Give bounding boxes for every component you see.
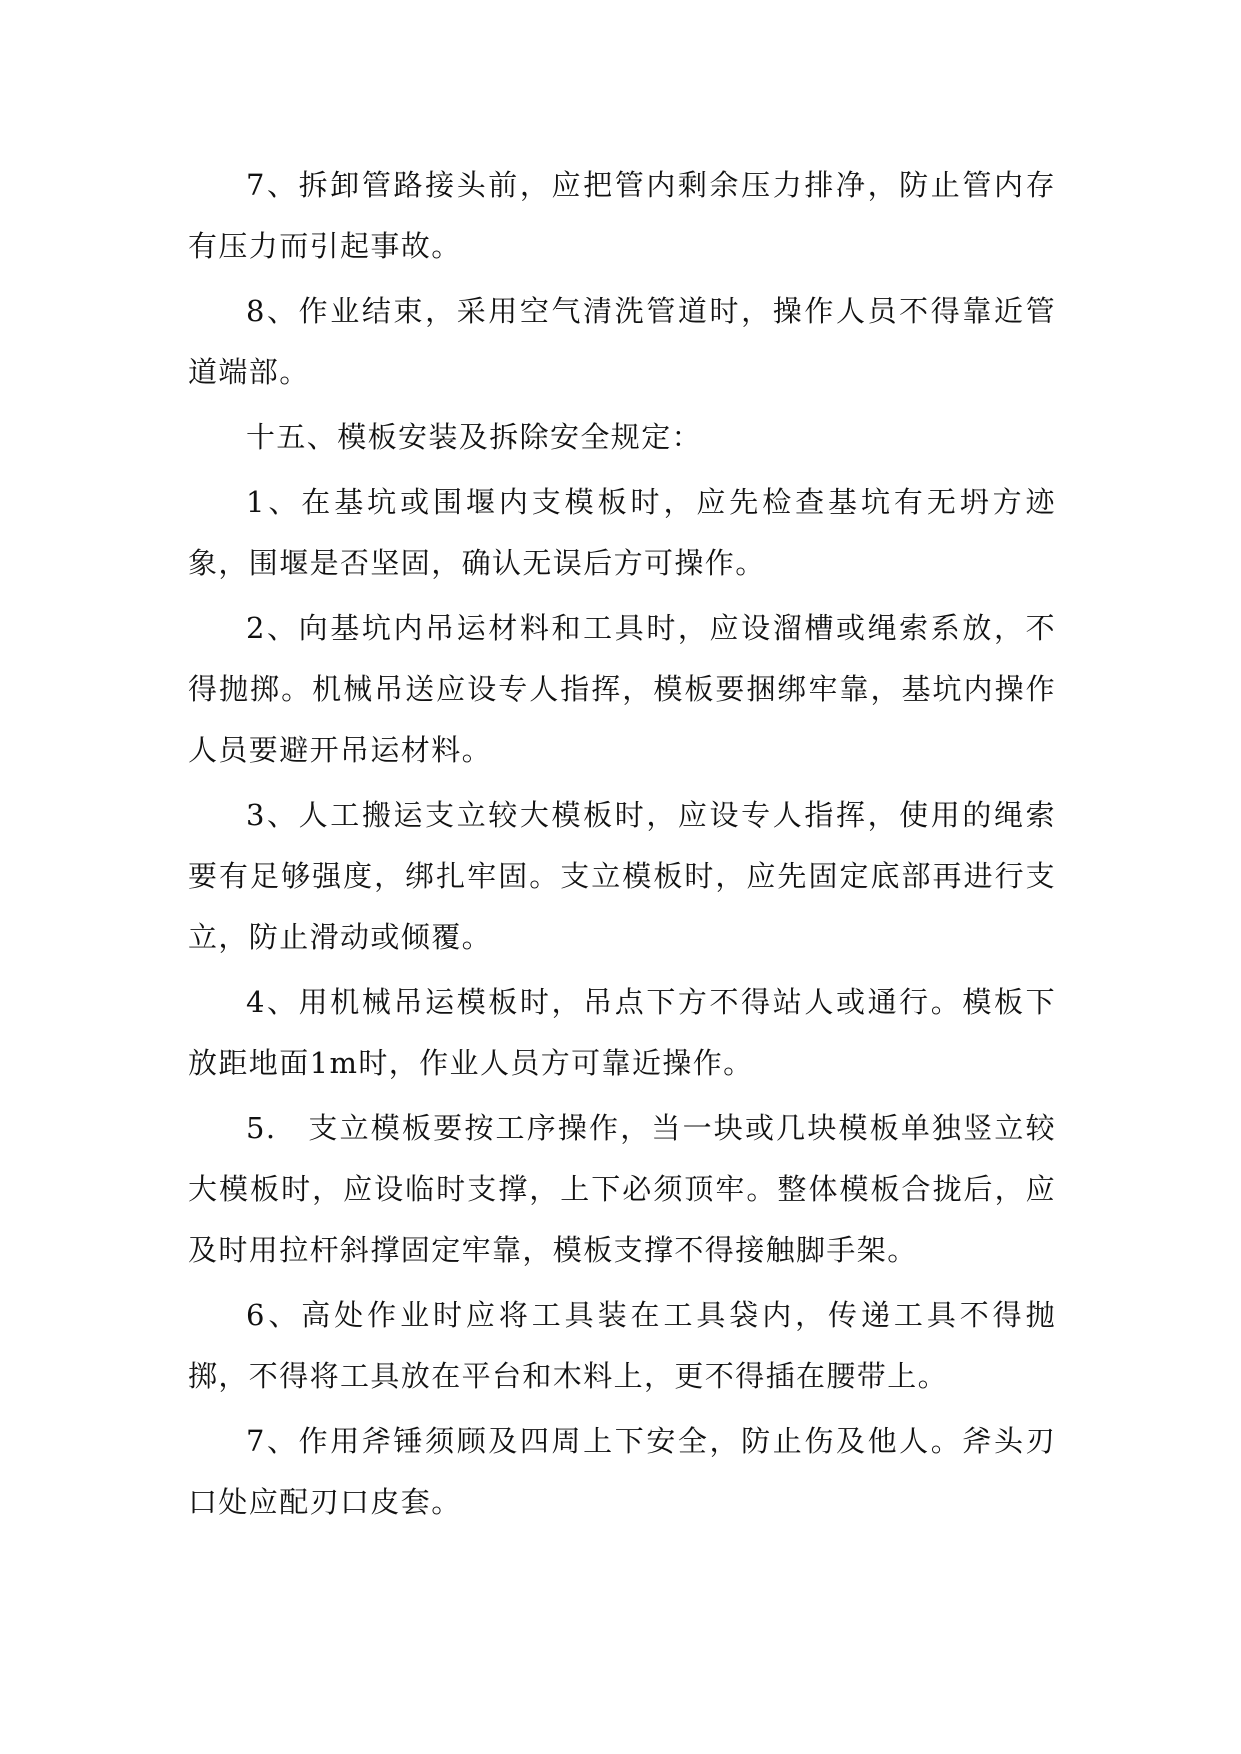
paragraph-formwork-rule-4: 4、用机械吊运模板时，吊点下方不得站人或通行。模板下放距地面1m时，作业人员方可靠近操作。: [188, 985, 1056, 1080]
document-body: [188, 155, 1056, 1537]
paragraph-pipe-disassembly: 7、拆卸管路接头前，应把管内剩余压力排净，防止管内存有压力而引起事故。: [188, 168, 1056, 263]
paragraph-formwork-rule-6: 6、高处作业时应将工具装在工具袋内，传递工具不得抛掷，不得将工具放在平台和木料上，更不得插在腰带上。: [188, 1298, 1056, 1393]
paragraph-pipe-cleaning: 8、作业结束，采用空气清洗管道时，操作人员不得靠近管道端部。: [188, 294, 1056, 389]
paragraph-formwork-rule-3: 3、人工搬运支立较大模板时，应设专人指挥，使用的绳索要有足够强度，绑扎牢固。支立模板时，应先固定底部再进行支立，防止滑动或倾覆。: [188, 798, 1056, 954]
paragraph-formwork-rule-7: 7、作用斧锤须顾及四周上下安全，防止伤及他人。斧头刃口处应配刃口皮套。: [188, 1424, 1056, 1519]
paragraph-formwork-rule-1: 1、在基坑或围堰内支模板时，应先检查基坑有无坍方迹象，围堰是否坚固，确认无误后方可操作。: [188, 485, 1056, 580]
paragraph-formwork-rule-2: 2、向基坑内吊运材料和工具时，应设溜槽或绳索系放，不得抛掷。机械吊送应设专人指挥，模板要捆绑牢靠，基坑内操作人员要避开吊运材料。: [188, 611, 1056, 767]
section-heading-formwork: 十五、模板安装及拆除安全规定：: [246, 420, 703, 454]
paragraph-formwork-rule-5: 5. 支立模板要按工序操作，当一块或几块模板单独竖立较大模板时，应设临时支撑，上下必须顶牢。整体模板合拢后，应及时用拉杆斜撑固定牢靠，模板支撑不得接触脚手架。: [188, 1111, 1056, 1267]
